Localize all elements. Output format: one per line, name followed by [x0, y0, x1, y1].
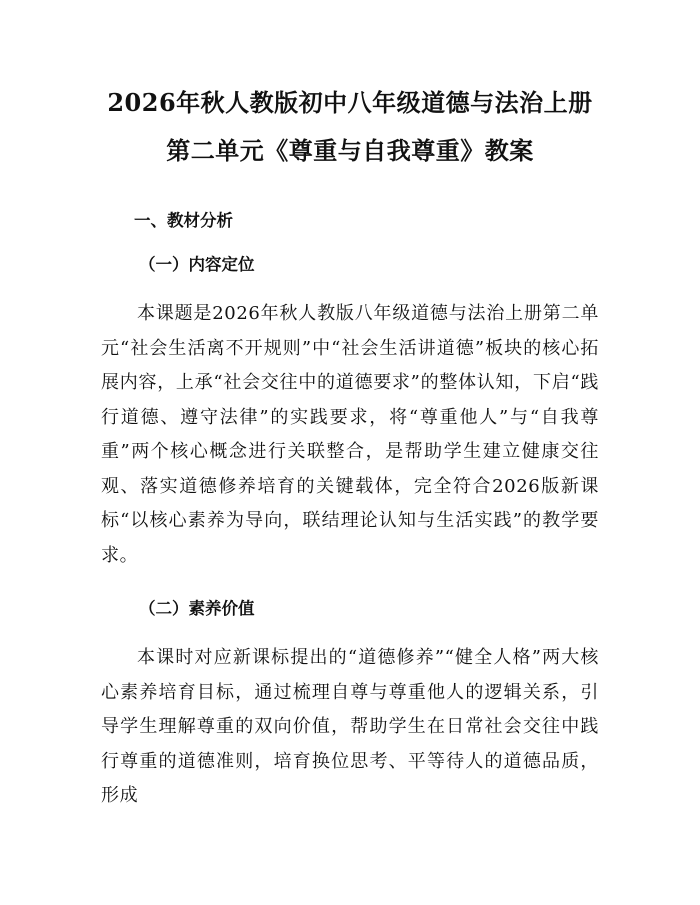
document-title-line-1: 2026年秋人教版初中八年级道德与法治上册	[107, 88, 593, 117]
subsection-heading-content-positioning: （一）内容定位	[139, 255, 255, 274]
subsection-heading-literacy-value: （二）素养价值	[139, 599, 255, 618]
paragraph-content-positioning: 本课题是2026年秋人教版八年级道德与法治上册第二单元“社会生活离不开规则”中“社会生活讲道德”板块的核心拓展内容，上承“社会交往中的道德要求”的整体认知，下启“践行道德、遵守法律”的实践要求，将“尊重他人”与“自我尊重”两个核心概念进行关联整合，是帮助学生建立健康交往观、落实道德修养培育的关键载体，完全符合2026版新课标“以核心素养为导向，联结理论认知与生活实践”的教学要求。	[101, 303, 599, 566]
paragraph-literacy-value: 本课时对应新课标提出的“道德修养”“健全人格”两大核心素养培育目标，通过梳理自尊与尊重他人的逻辑关系，引导学生理解尊重的双向价值，帮助学生在日常社会交往中践行尊重的道德准则，培育换位思考、平等待人的道德品质，形成	[101, 647, 599, 806]
document-title-line-2: 第二单元《尊重与自我尊重》教案	[166, 136, 534, 165]
section-heading-textbook-analysis: 一、教材分析	[134, 211, 233, 230]
